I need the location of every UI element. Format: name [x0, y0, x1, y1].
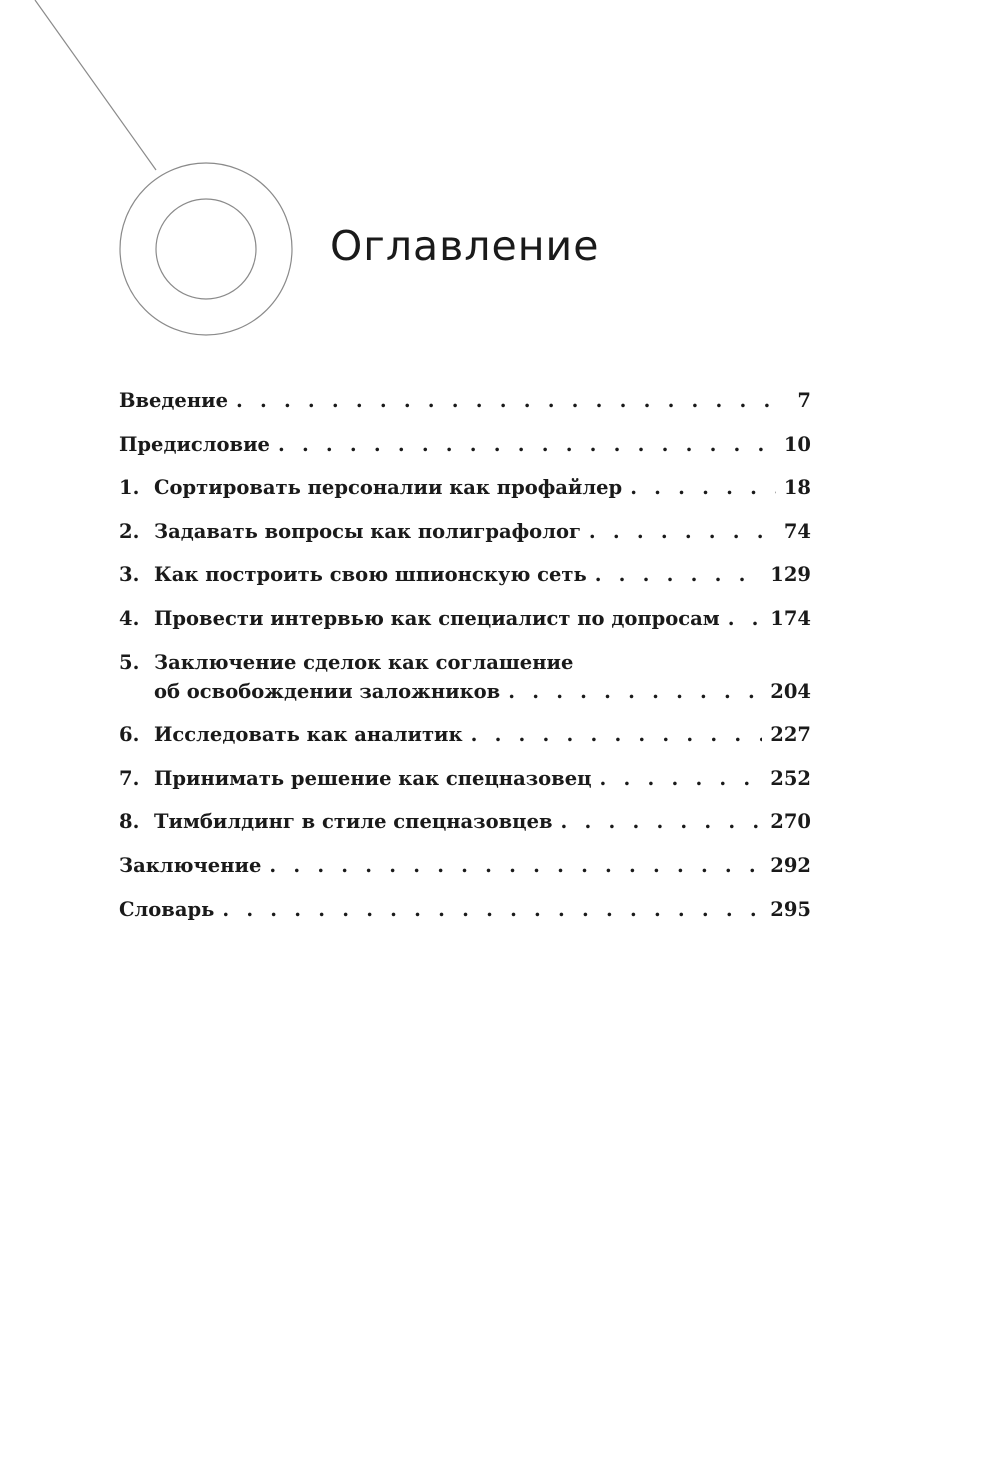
leader-dots: [728, 604, 763, 633]
toc-entry-title: Задавать вопросы как полиграфолог: [154, 519, 581, 543]
toc-entry[interactable]: [119, 648, 811, 706]
toc-entry-number: 6.: [119, 723, 140, 747]
leader-dots: [222, 895, 762, 924]
leader-dots: [278, 430, 776, 459]
toc-entry[interactable]: [119, 386, 811, 415]
toc-entry[interactable]: [119, 560, 811, 589]
toc-entry[interactable]: [119, 473, 811, 502]
table-of-contents: [119, 386, 811, 938]
leader-dots: [508, 677, 762, 706]
toc-entry-title-line2: об освобождении заложников: [154, 679, 501, 703]
toc-entry[interactable]: [119, 430, 811, 459]
toc-entry-title: Словарь: [119, 897, 215, 921]
toc-entry[interactable]: [119, 895, 811, 924]
toc-entry-title: Тимбилдинг в стиле спецназовцев: [154, 810, 553, 834]
page-title: Оглавление: [330, 222, 600, 270]
leader-dots: [269, 851, 762, 880]
toc-entry-title: Сортировать персоналии как профайлер: [154, 476, 623, 500]
toc-entry[interactable]: [119, 851, 811, 880]
toc-entry-page: 204: [770, 679, 811, 703]
toc-entry-title: Провести интервью как специалист по допросам: [154, 606, 720, 630]
toc-entry[interactable]: [119, 807, 811, 836]
toc-entry-number: 2.: [119, 519, 140, 543]
toc-entry[interactable]: [119, 517, 811, 546]
toc-entry-page: 74: [783, 519, 811, 543]
toc-entry-number: 1.: [119, 476, 140, 500]
leader-dots: [471, 720, 763, 749]
toc-entry-title: Как построить свою шпионскую сеть: [154, 563, 587, 587]
leader-dots: [236, 386, 789, 415]
toc-entry-title: Исследовать как аналитик: [154, 723, 463, 747]
toc-entry-page: 18: [783, 476, 811, 500]
toc-entry-title: Принимать решение как спецназовец: [154, 766, 592, 790]
leader-dots: [595, 560, 763, 589]
toc-entry-page: 270: [770, 810, 811, 834]
toc-entry-number: 3.: [119, 563, 140, 587]
toc-entry-page: 292: [770, 853, 811, 877]
toc-entry[interactable]: [119, 764, 811, 793]
toc-entry-number: 8.: [119, 810, 140, 834]
toc-entry-title: Заключение: [119, 853, 262, 877]
toc-entry[interactable]: [119, 720, 811, 749]
leader-dots: [589, 517, 776, 546]
toc-entry-number: 4.: [119, 606, 140, 630]
toc-entry-title: Предисловие: [119, 432, 270, 456]
toc-entry-page: 227: [770, 723, 811, 747]
circle-decoration-icon: [0, 0, 320, 360]
leader-dots: [600, 764, 763, 793]
toc-entry-number: 5.: [119, 650, 140, 674]
toc-entry-page: 174: [770, 606, 811, 630]
toc-entry-page: 7: [797, 389, 811, 412]
toc-entry[interactable]: [119, 604, 811, 633]
toc-entry-page: 295: [770, 897, 811, 921]
toc-entry-page: 10: [783, 432, 811, 456]
toc-entry-number: 7.: [119, 766, 140, 790]
toc-entry-page: 129: [770, 563, 811, 587]
toc-entry-page: 252: [770, 766, 811, 790]
leader-dots: [630, 473, 776, 502]
toc-entry-title-line1: Заключение сделок как соглашение: [154, 650, 574, 674]
toc-entry-title: Введение: [119, 389, 228, 412]
leader-dots: [561, 807, 763, 836]
